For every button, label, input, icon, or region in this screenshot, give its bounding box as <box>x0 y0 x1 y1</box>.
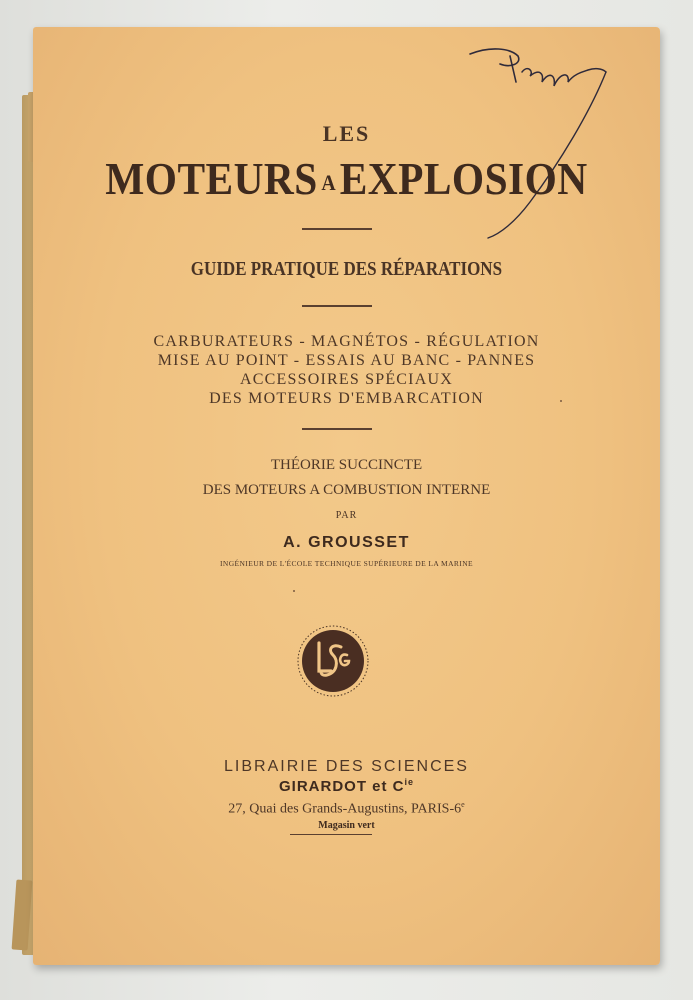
title-word-a: A <box>321 170 337 196</box>
theory-line: THÉORIE SUCCINCTE <box>270 457 423 473</box>
topic-line: MISE AU POINT - ESSAIS AU BANC - PANNES <box>157 352 536 369</box>
topic-line: DES MOTEURS D'EMBARCATION <box>209 390 484 407</box>
divider-rule-1 <box>302 228 372 230</box>
ink-speck <box>560 400 562 402</box>
title-small: LES <box>322 121 371 146</box>
divider-rule-2 <box>302 305 372 307</box>
publisher-address-sup: e <box>461 800 465 809</box>
publisher-logo <box>297 625 369 697</box>
author-name: A. GROUSSET <box>283 534 410 551</box>
book-title <box>35 152 659 205</box>
theory-line: DES MOTEURS A COMBUSTION INTERNE <box>202 482 491 498</box>
title-word-explosion: EXPLOSION <box>339 153 588 204</box>
publisher-address-text: 27, Quai des Grands-Augustins, PARIS-6 <box>228 801 462 817</box>
divider-rule-3 <box>302 428 372 430</box>
publisher-note: Magasin vert <box>318 820 375 831</box>
subtitle: GUIDE PRATIQUE DES RÉPARATIONS <box>190 258 503 280</box>
ink-speck <box>293 590 295 592</box>
author-credentials: INGÉNIEUR DE L'ÉCOLE TECHNIQUE SUPÉRIEURE DE LA MARINE <box>219 559 473 568</box>
note-underline <box>290 834 372 835</box>
topic-line: ACCESSOIRES SPÉCIAUX <box>240 371 453 388</box>
par-label: PAR <box>335 510 358 521</box>
title-word-moteurs: MOTEURS <box>105 153 318 204</box>
publisher-company <box>0 777 693 795</box>
publisher-company-sup: ie <box>404 777 414 787</box>
publisher-name: LIBRAIRIE DES SCIENCES <box>224 758 469 775</box>
publisher-company-name: GIRARDOT et C <box>278 778 405 795</box>
publisher-address <box>0 800 693 818</box>
topic-line: CARBURATEURS - MAGNÉTOS - RÉGULATION <box>153 333 540 350</box>
